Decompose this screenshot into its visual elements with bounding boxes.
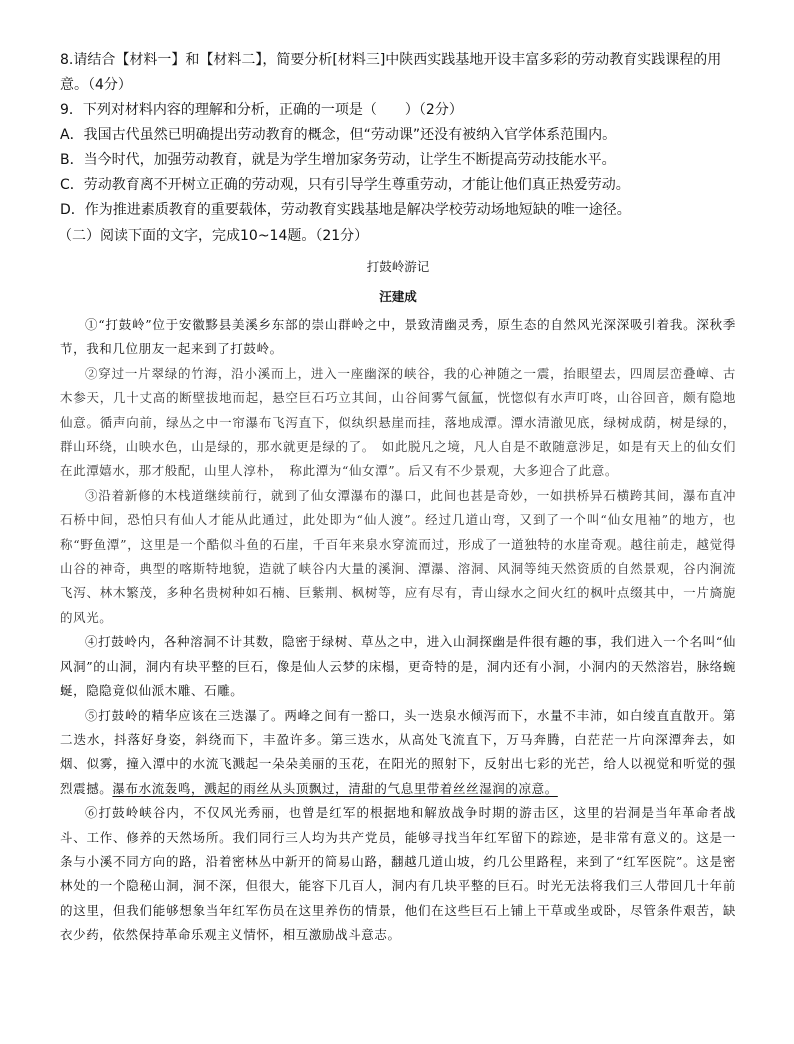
option-a: A．我国古代虽然已明确提出劳动教育的概念，但“劳动课”还没有被纳入官学体系范围内。 [60, 127, 617, 143]
option-b: B．当今时代，加强劳动教育，就是为学生增加家务劳动，让学生不断提高劳动技能水平。 [60, 152, 616, 168]
article-author: 汪建成 [379, 289, 417, 304]
question-8-line2: 意。（4分） [60, 77, 132, 93]
paragraph-5-text: ⑤打鼓岭的精华应该在三迭瀑了。两峰之间有一豁口，头一迭泉水倾泻而下，水量不丰沛，如白绫直直散开。第二迭水，抖落好身姿，斜绕而下，丰盈许多。第三迭水，从高处飞流直下，万马奔腾，白茫茫一片向深潭奔去，如烟、似雾，撞入潭中的水流飞溅起一朵朵美丽的玉花，在阳光的照射下，反射出七彩的光芒，给人以视觉和听觉的强烈震撼。 [60, 707, 736, 796]
paragraph-4: ④打鼓岭内，各种溶洞不计其数，隐密于绿树、草丛之中，进入山洞探幽是件很有趣的事，我们进入一个名叫“仙风洞”的山洞，洞内有块平整的巨石，像是仙人云梦的床榻，更奇特的是，洞内还有小洞，小洞内的天然溶岩，脉络蜿蜒，隐隐竟似仙派木雕、石雕。 [60, 634, 736, 699]
option-c: C．劳动教育离不开树立正确的劳动观，只有引导学生尊重劳动，才能让他们真正热爱劳动。 [60, 177, 630, 193]
option-d: D．作为推进素质教育的重要载体，劳动教育实践基地是解决学校劳动场地短缺的唯一途径。 [60, 202, 631, 218]
article-title: 打鼓岭游记 [366, 259, 430, 274]
exam-page [60, 48, 736, 948]
section-heading: （二）阅读下面的文字，完成10~14题。（21分） [58, 228, 369, 244]
question-8-line1: 8.请结合【材料一】和【材料二】，简要分析[材料三]中陕西实践基地开设丰富多彩的劳动教育实践课程的用 [60, 52, 722, 68]
paragraph-6: ⑥打鼓岭峡谷内，不仅风光秀丽，也曾是红军的根据地和解放战争时期的游击区，这里的岩洞是当年革命者战斗、工作、修养的天然场所。我们同行三人均为共产党员，能够寻找当年红军留下的踪迹，是非常有意义的。这是一条与小溪不同方向的路，沿着密林丛中新开的简易山路，翻越几道山坡，约几公里路程，来到了“红军医院”。这是密林处的一个隐秘山洞，洞不深，但很大，能容下几百人，洞内有几块平整的巨石。时光无法将我们三人带回几十年前的这里，但我们能够想象当年红军伤员在这里养伤的情景，他们在这些巨石上铺上干草或坐或卧，尽管条件艰苦，缺衣少药，依然保持革命乐观主义情怀，相互激励战斗意志。 [60, 805, 736, 943]
paragraph-3: ③沿着新修的木栈道继续前行，就到了仙女潭瀑布的瀑口，此间也甚是奇妙，一如拱桥异石横跨其间，瀑布直冲石桥中间，恐怕只有仙人才能从此通过，此处即为“仙人渡”。经过几道山弯，又到了一个叫“仙女甩袖”的地方，也称“野鱼潭”，这里是一个酷似斗鱼的石崖，千百年来泉水穿流而过，形成了一道独特的水崖奇观。越往前走，越觉得山谷的神奇，典型的喀斯特地貌，造就了峡谷内大量的溪涧、潭瀑、溶洞、风洞等纯天然资质的自然景观，谷内涧流飞泻、林木繁茂，多种名贵树种如石楠、巨紫荆、枫树等，应有尽有，青山绿水之间火红的枫叶点缀其中，一片旖旎的风光。 [60, 487, 736, 625]
paragraph-5 [60, 704, 736, 802]
paragraph-1: ①“打鼓岭”位于安徽黟县美溪乡东部的崇山群岭之中，景致清幽灵秀，原生态的自然风光深深吸引着我。深秋季节，我和几位朋友一起来到了打鼓岭。 [60, 317, 736, 357]
underlined-sentence: 瀑布水流轰鸣，溅起的雨丝从头顶飘过，清甜的气息里带着丝丝湿润的凉意。 [112, 780, 558, 796]
question-9: 9．下列对材料内容的理解和分析，正确的一项是（ ）（2分） [60, 102, 463, 118]
paragraph-2: ②穿过一片翠绿的竹海，沿小溪而上，进入一座幽深的峡谷，我的心神随之一震，抬眼望去，四周层峦叠嶂、古木参天，几十丈高的断壁拔地而起，悬空巨石巧立其间，山谷间雾气氤氲，恍惚似有水声叮咚，山谷回音，颇有隐地仙意。循声向前，绿丛之中一帘瀑布飞泻直下，似纨织悬崖而挂，落地成潭。潭水清澈见底，绿树成荫，树是绿的，群山环绕，山映水色，山是绿的，那水就更是绿的了。 如此脱凡之境，凡人自是不敢随意涉足，如是有天上的仙女们在此潭嬉水，那才般配，山里人淳朴， 称此潭为“仙女潭”。后又有不少景观，大多迎合了此意。 [60, 365, 736, 479]
